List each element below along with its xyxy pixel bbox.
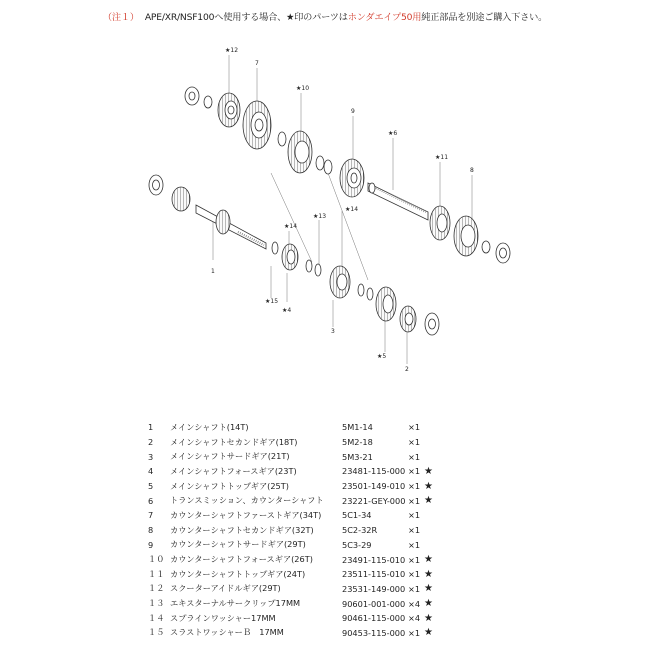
part-code: 23531-149-000 <box>342 583 406 594</box>
part-quantity: ×1 <box>408 495 421 506</box>
part-code: 23511-115-010 <box>342 569 406 580</box>
parts-row <box>148 449 438 464</box>
part-code: 5C3-29 <box>342 539 372 550</box>
diagram-label-11: ★11 <box>435 154 449 161</box>
parts-row <box>148 435 438 450</box>
part-code: 90453-115-000 <box>342 627 406 638</box>
part-code: 5M2-18 <box>342 437 373 448</box>
part-quantity: ×1 <box>408 481 421 492</box>
parts-row <box>148 493 438 508</box>
part-star-mark <box>424 538 438 553</box>
part-number-index: 9 <box>148 539 154 550</box>
part-quantity: ×1 <box>408 539 421 550</box>
part-name: エキスターナルサークリップ17MM <box>170 598 301 609</box>
part-name: メインシャフト(14T) <box>170 421 249 432</box>
note-text-before: APE/XR/NSF100へ使用する場合、★印のパーツは <box>144 12 348 23</box>
part-name: カウンターシャフトファーストギア(34T) <box>170 509 322 520</box>
part-number-index: 1 <box>148 422 154 433</box>
part-quantity: ×1 <box>408 466 421 477</box>
diagram-label-1: 1 <box>211 268 215 275</box>
diagram-label-13: ★13 <box>313 213 327 220</box>
part-number-index: 6 <box>148 495 154 506</box>
diagram-label-14a: ★14 <box>284 223 298 230</box>
part-star-mark <box>424 435 438 450</box>
parts-row <box>148 567 438 582</box>
part-name: メインシャフトセカンドギア(18T) <box>170 436 298 447</box>
part-star-mark <box>424 508 438 523</box>
part-quantity: ×4 <box>408 613 421 624</box>
part-name: カウンターシャフトサードギア(29T) <box>170 539 306 550</box>
part-number-index: １２ <box>148 583 165 594</box>
part-code: 5C1-34 <box>342 510 372 521</box>
part-number-index: 3 <box>148 451 154 462</box>
part-number-index: 8 <box>148 525 154 536</box>
part-name: メインシャフトトップギア(25T) <box>170 480 289 491</box>
part-name: スクーターアイドルギア(29T) <box>170 583 281 594</box>
parts-row <box>148 626 438 641</box>
part-name: メインシャフトフォースギア(23T) <box>170 465 297 476</box>
part-number-index: 2 <box>148 437 154 448</box>
part-code: 90601-001-000 <box>342 598 406 609</box>
note-prefix: （注１） <box>102 12 139 23</box>
part-number-index: １４ <box>148 612 165 623</box>
part-name: メインシャフトサードギア(21T) <box>170 451 290 462</box>
part-star-mark: ★ <box>424 465 433 477</box>
diagram-label-10: ★10 <box>296 85 310 92</box>
diagram-label-15: ★15 <box>265 298 279 305</box>
part-code: 5M1-14 <box>342 422 373 433</box>
parts-row <box>148 582 438 597</box>
part-number-index: 4 <box>148 466 154 477</box>
part-number-index: 7 <box>148 510 154 521</box>
part-code: 23221-GEY-000 <box>342 495 406 506</box>
part-name: スラストワッシャーＢ 17MM <box>170 627 284 638</box>
parts-row <box>148 596 438 611</box>
exploded-gear-diagram <box>0 40 650 390</box>
part-quantity: ×1 <box>408 554 421 565</box>
note-highlight: ホンダエイプ50用 <box>347 12 422 23</box>
part-star-mark: ★ <box>424 598 433 610</box>
part-star-mark <box>424 523 438 538</box>
parts-row <box>148 479 438 494</box>
parts-row <box>148 523 438 538</box>
note-text-after: 純正部品を別途ご購入下さい。 <box>421 12 548 23</box>
part-quantity: ×1 <box>408 525 421 536</box>
part-star-mark: ★ <box>424 627 433 639</box>
diagram-label-14b: ★14 <box>345 206 359 213</box>
part-star-mark: ★ <box>424 612 433 624</box>
part-name: カウンターシャフトトップギア(24T) <box>170 568 306 579</box>
diagram-label-3: 3 <box>331 328 335 335</box>
diagram-label-12: ★12 <box>225 47 239 54</box>
diagram-label-2: 2 <box>405 366 409 373</box>
diagram-label-6: ★6 <box>388 130 398 137</box>
part-star-mark <box>424 420 438 435</box>
part-star-mark: ★ <box>424 495 433 507</box>
part-code: 23481-115-000 <box>342 466 406 477</box>
parts-row <box>148 538 438 553</box>
part-name: トランスミッション、カウンターシャフト <box>170 495 324 506</box>
counter-shaft-group <box>185 87 510 263</box>
parts-list-body <box>148 420 438 640</box>
part-quantity: ×1 <box>408 569 421 580</box>
part-quantity: ×1 <box>408 583 421 594</box>
part-number-index: １１ <box>148 568 165 579</box>
parts-row <box>148 420 438 435</box>
part-number-index: １０ <box>148 554 165 565</box>
part-star-mark: ★ <box>424 554 433 566</box>
part-name: カウンターシャフトフォースギア(26T) <box>170 554 313 565</box>
diagram-label-8: 8 <box>470 167 474 174</box>
parts-row <box>148 464 438 479</box>
diagram-label-9: 9 <box>351 108 355 115</box>
part-code: 90461-115-000 <box>342 613 406 624</box>
part-quantity: ×4 <box>408 598 421 609</box>
part-quantity: ×1 <box>408 451 421 462</box>
diagram-label-5: ★5 <box>377 353 387 360</box>
parts-row <box>148 552 438 567</box>
diagram-label-7: 7 <box>255 60 259 67</box>
diagram-label-4: ★4 <box>282 307 292 314</box>
part-name: スプラインワッシャー17MM <box>170 612 276 623</box>
part-quantity: ×1 <box>408 510 421 521</box>
part-quantity: ×1 <box>408 422 421 433</box>
part-quantity: ×1 <box>408 437 421 448</box>
part-code: 5C2-32R <box>342 525 378 536</box>
parts-list <box>148 420 438 640</box>
part-number-index: １３ <box>148 598 165 609</box>
part-star-mark: ★ <box>424 480 433 492</box>
part-star-mark <box>424 449 438 464</box>
parts-row <box>148 508 438 523</box>
part-code: 23491-115-010 <box>342 554 406 565</box>
note-line <box>0 9 650 23</box>
part-code: 23501-149-010 <box>342 481 406 492</box>
part-quantity: ×1 <box>408 627 421 638</box>
parts-row <box>148 611 438 626</box>
part-number-index: 5 <box>148 481 154 492</box>
part-name: カウンターシャフトセカンドギア(32T) <box>170 524 314 535</box>
part-star-mark: ★ <box>424 583 433 595</box>
part-code: 5M3-21 <box>342 451 373 462</box>
part-number-index: １５ <box>148 627 165 638</box>
part-star-mark: ★ <box>424 568 433 580</box>
